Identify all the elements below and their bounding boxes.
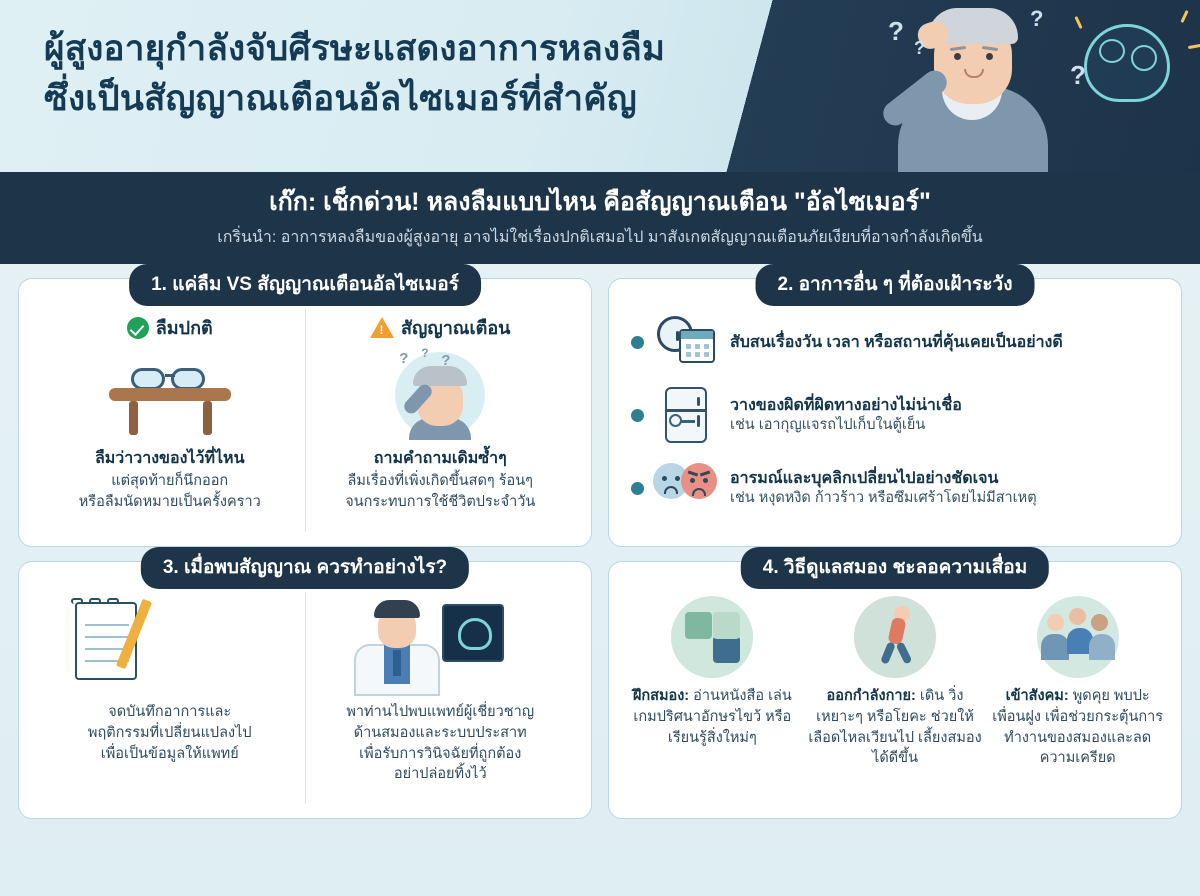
card1-warning-caption-line2: จนกระทบการใช้ชีวิตประจำวัน <box>345 493 536 510</box>
confused-question-1: ? <box>399 350 409 368</box>
confused-question-3: ? <box>441 352 451 370</box>
fridge-divider <box>667 409 705 412</box>
card4-column-brain-training <box>625 596 800 768</box>
note-line-2 <box>85 636 129 638</box>
cards-grid <box>0 264 1200 835</box>
bullet-dot-1 <box>631 336 644 349</box>
card3-doctor-line4: อย่าปล่อยทิ้งไว้ <box>393 766 487 783</box>
warning-triangle-icon <box>370 317 394 338</box>
card-what-to-do <box>18 557 592 819</box>
card1-normal-caption-title: ลืมว่าวางของไว้ที่ไหน <box>94 450 245 468</box>
card3-doctor-column <box>306 592 576 804</box>
person-head-3 <box>1091 614 1108 631</box>
angry-brow-right <box>700 471 710 476</box>
calendar-shape <box>679 329 715 363</box>
card3-doctor-line2: ด้านสมองและระบบประสาท <box>353 724 527 741</box>
symptom-3-title: อารมณ์และบุคลิกเปลี่ยนไปอย่างชัดเจน <box>730 469 999 487</box>
question-mark-icon-2: ? <box>914 38 925 58</box>
card4-column-exercise <box>808 596 983 768</box>
page-title <box>44 24 904 123</box>
angry-mouth <box>692 488 706 496</box>
angry-eye-left <box>690 478 695 483</box>
card1-normal-caption-line1: แต่สุดท้ายก็นึกออก <box>111 473 229 490</box>
notebook-spiral-3 <box>107 598 119 604</box>
key-stem-shape <box>680 420 695 423</box>
card-compare-forgetfulness <box>18 274 592 547</box>
puzzle-piece-3 <box>713 612 740 639</box>
runner-leg-left <box>880 642 896 665</box>
brain-fold-2 <box>1131 45 1157 71</box>
mood-faces-icon <box>655 459 719 517</box>
doctor-hair-shape <box>374 600 420 618</box>
symptom-1-title: สับสนเรื่องวัน เวลา หรือสถานที่คุ้นเคยเป็นอย่างดี <box>730 333 1063 351</box>
card1-warning-label: สัญญาณเตือน <box>401 318 511 339</box>
brain-fold-1 <box>1099 39 1125 63</box>
symptom-2-sub: เช่น เอากุญแจรถไปเก็บในตู้เย็น <box>730 417 926 434</box>
card2-heading: 2. อาการอื่น ๆ ที่ต้องเฝ้าระวัง <box>756 264 1035 306</box>
symptom-list <box>625 309 1165 517</box>
elderly-eye-right <box>986 53 993 60</box>
bullet-dot-2 <box>631 409 644 422</box>
card3-note-line2: พฤติกรรมที่เปลี่ยนแปลงไป <box>87 724 252 741</box>
card4-exercise-text <box>808 686 983 768</box>
card1-normal-label: ลืมปกติ <box>155 318 213 339</box>
glasses-on-table-icon <box>95 348 245 440</box>
notebook-pencil-icon <box>43 596 297 696</box>
confused-question-2: ? <box>421 346 429 361</box>
card4-social-text <box>990 686 1165 768</box>
card3-heading: 3. เมื่อพบสัญญาณ ควรทำอย่างไร? <box>141 547 469 589</box>
notebook-spiral-1 <box>71 598 83 604</box>
calendar-dot-6 <box>704 352 709 357</box>
bullet-dot-3 <box>631 482 644 495</box>
brain-icon <box>1084 24 1170 102</box>
card1-warning-caption-line1: ลืมเรื่องที่เพิ่งเกิดขึ้นสดๆ ร้อนๆ <box>347 473 533 490</box>
fridge-keys-icon <box>655 386 719 444</box>
angry-brow-left <box>688 471 698 476</box>
card1-normal-column <box>35 309 306 532</box>
sad-eye-right <box>675 476 680 481</box>
sad-eye-left <box>662 476 667 481</box>
card4-brain-detail: อ่านหนังสือ เล่นเกมปริศนาอักษรไขว้ หรือเรียนรู้สิ่งใหม่ๆ <box>633 688 792 746</box>
table-leg-right <box>203 401 212 435</box>
spark-2 <box>1188 44 1200 49</box>
table-leg-left <box>129 401 138 435</box>
calendar-dot-4 <box>686 352 691 357</box>
hero-section <box>0 0 1200 172</box>
card4-brain-text <box>625 686 800 748</box>
brain-scan-screen <box>442 604 504 662</box>
person-head-2 <box>1069 608 1086 625</box>
calendar-dot-1 <box>686 344 691 349</box>
group-people-icon <box>1037 596 1119 678</box>
calendar-header <box>681 331 713 339</box>
puzzle-piece-1 <box>685 612 712 639</box>
card4-heading: 4. วิธีดูแลสมอง ชะลอความเสื่อม <box>741 547 1049 589</box>
card1-heading: 1. แค่ลืม VS สัญญาณเตือนอัลไซเมอร์ <box>129 264 481 306</box>
card3-note-line3: เพื่อเป็นข้อมูลให้แพทย์ <box>100 745 239 762</box>
person-head-1 <box>1047 614 1064 631</box>
note-line-1 <box>85 624 129 626</box>
card4-social-detail: พูดคุย พบปะเพื่อนฝูง เพื่อช่วยกระตุ้นการทำงานของสมองและลดความเครียด <box>992 688 1164 767</box>
person-body-3 <box>1089 634 1115 660</box>
card-other-symptoms <box>608 274 1182 547</box>
sad-mouth <box>664 486 678 494</box>
symptom-2-title: วางของผิดที่ผิดทางอย่างไม่น่าเชื่อ <box>730 396 962 414</box>
glasses-lens-left <box>131 368 165 390</box>
glasses-bridge <box>165 374 175 377</box>
runner-leg-right <box>896 642 913 665</box>
scan-brain-icon <box>458 618 492 650</box>
page-title-line2: ซึ่งเป็นสัญญาณเตือนอัลไซเมอร์ที่สำคัญ <box>44 78 637 118</box>
card4-exercise-detail: เดิน วิ่งเหยาะๆ หรือโยคะ ช่วยให้เลือดไหลเวียนไป เลี้ยงสมองได้ดีขึ้น <box>808 688 982 767</box>
angry-face-icon <box>681 463 717 499</box>
card4-social-label: เข้าสังคม: <box>1005 688 1069 705</box>
banner-subtitle: เกริ่นนำ: อาการหลงลืมของผู้สูงอายุ อาจไม่ใช่เรื่องปกติเสมอไป มาสังเกตสัญญาณเตือนภัยเงียบที่อาจกำลังเกิดขึ้น <box>217 229 983 246</box>
doctor-tie-shape <box>393 650 401 676</box>
card4-exercise-label: ออกกำลังกาย: <box>826 688 916 705</box>
confused-elderly-icon <box>365 348 515 440</box>
card1-warning-caption-title: ถามคำถามเดิมซ้ำๆ <box>373 450 507 468</box>
fridge-handle-bottom <box>697 415 700 427</box>
question-mark-icon-1: ? <box>888 16 904 46</box>
list-item <box>631 313 1161 371</box>
running-person-icon <box>854 596 936 678</box>
clock-calendar-icon <box>655 313 719 371</box>
question-mark-icon-4: ? <box>1070 60 1086 90</box>
spark-3 <box>1074 16 1082 29</box>
puzzle-icon <box>671 596 753 678</box>
elderly-eye-left <box>954 53 961 60</box>
symptom-3-sub: เช่น หงุดหงิด ก้าวร้าว หรือซึมเศร้าโดยไม่มีสาเหตุ <box>730 490 1037 507</box>
card-brain-care <box>608 557 1182 819</box>
calendar-dot-3 <box>704 344 709 349</box>
banner-title: เก๊ก: เช็กด่วน! หลงลืมแบบไหน คือสัญญาณเตือน "อัลไซเมอร์" <box>269 188 931 216</box>
list-item <box>631 386 1161 444</box>
page-title-line1: ผู้สูงอายุกำลังจับศีรษะแสดงอาการหลงลืม <box>44 29 666 68</box>
card1-normal-caption-line2: หรือลืมนัดหมายเป็นครั้งคราว <box>78 493 261 510</box>
card1-warning-column <box>306 309 576 532</box>
calendar-dot-5 <box>695 352 700 357</box>
notebook-spiral-2 <box>89 598 101 604</box>
spark-1 <box>1180 10 1188 23</box>
check-circle-icon <box>127 317 149 339</box>
list-item <box>631 459 1161 517</box>
hero-illustration <box>870 0 1200 172</box>
glasses-lens-right <box>171 368 205 390</box>
person-body-1 <box>1041 634 1069 660</box>
question-mark-icon-3: ? <box>1030 6 1044 31</box>
puzzle-piece-2 <box>713 636 740 663</box>
card4-brain-label: ฝึกสมอง: <box>632 688 690 705</box>
calendar-dot-2 <box>695 344 700 349</box>
confused-hair-shape <box>413 366 467 386</box>
doctor-brain-scan-icon <box>314 596 568 696</box>
card3-doctor-line3: เพื่อรับการวินิจฉัยที่ถูกต้อง <box>359 745 522 762</box>
banner-section <box>0 172 1200 264</box>
table-top-shape <box>109 388 231 401</box>
angry-eye-right <box>703 478 708 483</box>
card3-note-line1: จดบันทึกอาการและ <box>108 704 232 721</box>
card3-note-column <box>35 592 306 804</box>
card4-column-social <box>990 596 1165 768</box>
card3-doctor-line1: พาท่านไปพบแพทย์ผู้เชี่ยวชาญ <box>346 704 535 721</box>
fridge-handle-top <box>697 397 700 406</box>
